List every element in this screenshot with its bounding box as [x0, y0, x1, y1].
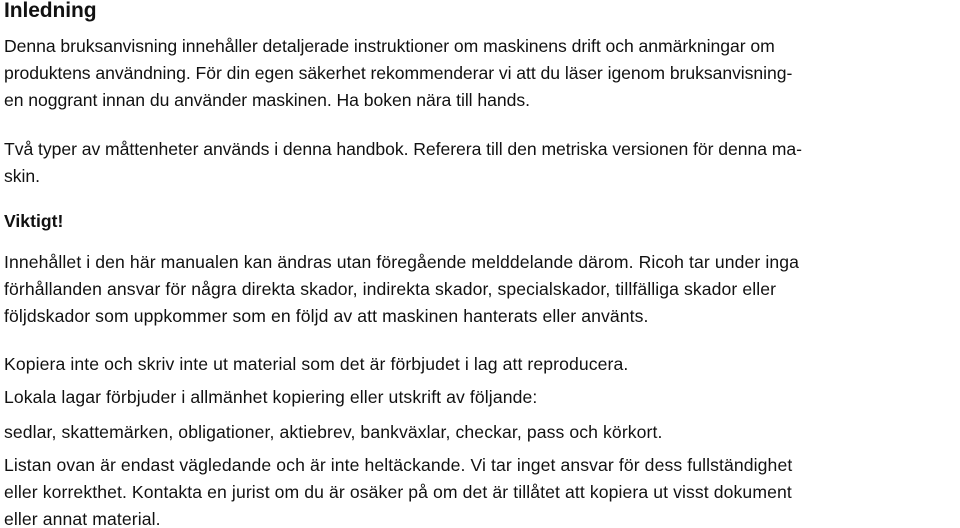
- disclaimer-line: Innehållet i den här manualen kan ändras utan föregående melddelande därom. Ricoh tar under inga: [4, 252, 800, 272]
- prohibited-items-line: sedlar, skattemärken, obligationer, aktiebrev, bankväxlar, checkar, pass och körkort.: [4, 422, 663, 442]
- list-note-line: Listan ovan är endast vägledande och är inte heltäckande. Vi tar inget ansvar för dess fullständighet: [4, 455, 793, 475]
- intro-line: produktens användning. För din egen säkerhet rekommenderar vi att du läser igenom bruksanvisning-: [4, 63, 793, 83]
- intro-paragraph: [4, 33, 792, 114]
- intro-line: en noggrant innan du använder maskinen. Ha boken nära till hands.: [4, 90, 530, 110]
- disclaimer-paragraph: [4, 249, 799, 330]
- important-heading: Viktigt!: [4, 211, 64, 231]
- copying-line: Kopiera inte och skriv inte ut material som det är förbjudet i lag att reproducera.: [4, 354, 629, 374]
- units-line: skin.: [4, 166, 40, 186]
- list-note-line: eller annat material.: [4, 509, 161, 528]
- disclaimer-line: följdskador som uppkommer som en följd av att maskinen hanterats eller använts.: [4, 306, 649, 326]
- section-heading: Inledning: [4, 0, 97, 22]
- local-laws-paragraph: [4, 384, 537, 411]
- list-note-line: eller korrekthet. Kontakta en jurist om du är osäker på om det är tillåtet att kopiera ut visst dokument: [4, 482, 792, 502]
- prohibited-items-paragraph: [4, 419, 663, 446]
- units-paragraph: [4, 136, 802, 190]
- intro-line: Denna bruksanvisning innehåller detaljerade instruktioner om maskinens drift och anmärkningar om: [4, 36, 775, 56]
- copying-paragraph: [4, 351, 628, 378]
- list-note-paragraph: [4, 452, 792, 528]
- units-line: Två typer av måttenheter används i denna handbok. Referera till den metriska versionen för denna ma-: [4, 139, 802, 159]
- disclaimer-line: förhållanden ansvar för några direkta skador, indirekta skador, specialskador, tillfälliga skador eller: [4, 279, 777, 299]
- local-laws-line: Lokala lagar förbjuder i allmänhet kopiering eller utskrift av följande:: [4, 387, 538, 407]
